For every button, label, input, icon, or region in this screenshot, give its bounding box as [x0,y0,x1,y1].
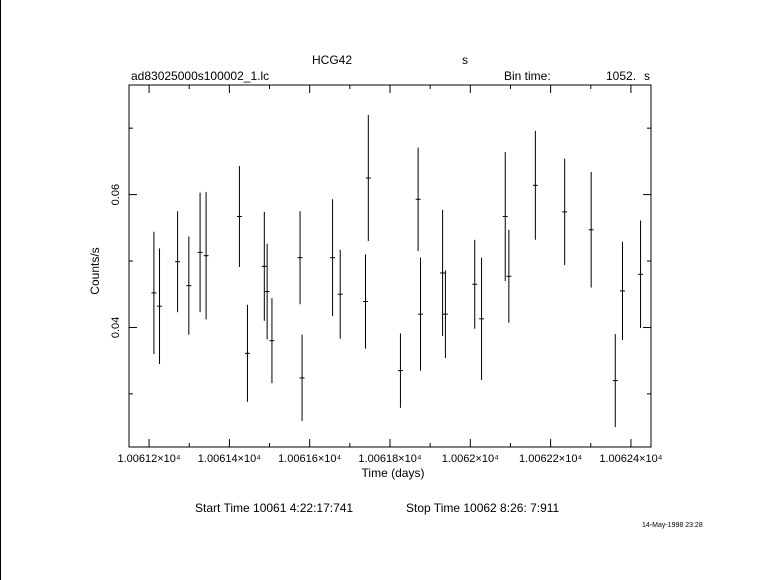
data-point [443,270,448,358]
data-point [186,236,191,334]
data-point [589,172,594,288]
object-unit: s [462,53,468,67]
y-tick-label: 0.04 [110,316,122,339]
data-point [237,166,242,267]
bin-time-value: 1052. [606,69,637,83]
data-point [620,242,625,340]
data-point [338,250,343,339]
y-tick-label: 0.06 [110,183,122,206]
data-point [363,254,368,348]
x-tick-label: 1.00624×10⁴ [599,453,663,465]
data-point [330,199,335,316]
data-point [506,230,511,323]
x-axis-title: Time (days) [361,466,425,480]
data-point [503,152,508,281]
data-point [300,335,305,421]
data-point [613,334,618,427]
file-name: ad83025000s100002_1.lc [131,69,270,83]
x-tick-label: 1.00622×10⁴ [519,453,583,465]
data-point [562,159,567,265]
start-time: Start Time 10061 4:22:17:741 [195,501,354,515]
plot-frame [129,85,651,447]
x-tick-label: 1.0062×10⁴ [441,453,499,465]
x-tick-label: 1.00614×10⁴ [197,453,261,465]
data-point [418,258,423,371]
x-tick-label: 1.00612×10⁴ [117,453,181,465]
data-point [479,258,484,380]
data-point [269,298,274,383]
data-point [440,210,445,336]
data-point [472,240,477,329]
stop-time: Stop Time 10062 8:26: 7:911 [406,501,560,515]
data-point [416,147,421,251]
data-point [151,232,156,354]
data-point [638,221,643,329]
date-stamp: 14-May-1998 23:28 [642,522,703,529]
bin-time-unit: s [644,69,650,83]
data-point [245,305,250,402]
data-point [265,244,270,340]
x-tick-label: 1.00618×10⁴ [358,453,422,465]
object-name: HCG42 [312,53,353,67]
data-point [398,333,403,407]
bin-time-label: Bin time: [504,69,551,83]
data-point [366,115,371,241]
data-point [157,248,162,364]
x-tick-label: 1.00616×10⁴ [278,453,342,465]
data-point [198,193,203,313]
data-point [175,211,180,312]
y-axis-title: Counts/s [88,247,102,295]
data-point [262,212,267,321]
data-point [204,192,209,320]
data-point [533,131,538,240]
data-point [298,211,303,304]
